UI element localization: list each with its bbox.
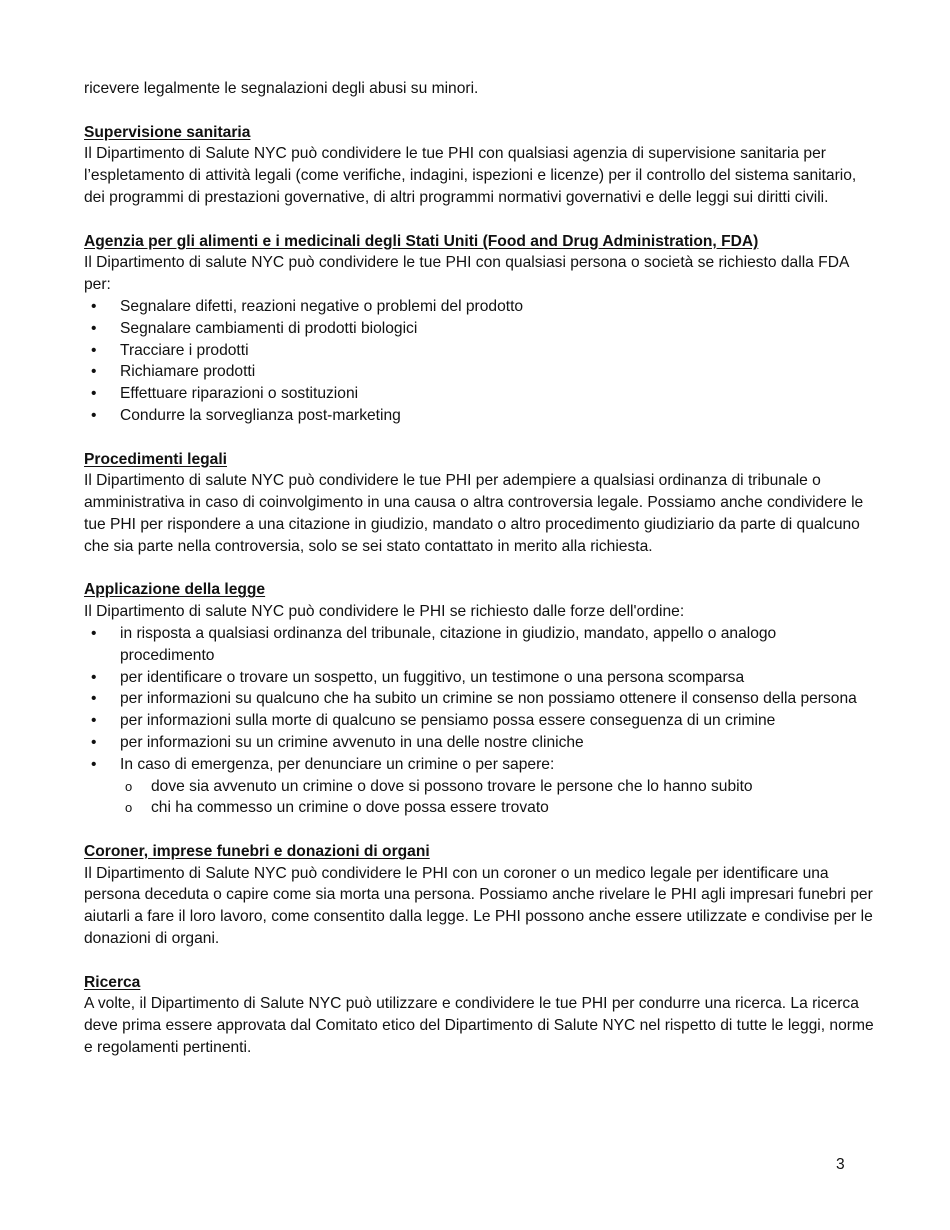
section-heading: Applicazione della legge — [84, 581, 266, 599]
section-heading: Ricerca — [84, 973, 141, 991]
bullet-list — [84, 296, 874, 427]
list-item: • Effettuare riparazioni o sostituzioni — [84, 383, 874, 405]
list-item-text: In caso di emergenza, per denunciare un crimine o per sapere: — [120, 755, 555, 773]
section-body: A volte, il Dipartimento di Salute NYC può utilizzare e condividere le tue PHI per condurre una ricerca. La ricerca deve prima essere approvata dal Comitato etico del Dipartimento di Salute NYC nel rispetto di tutte le leggi, norme e regolamenti pertinenti. — [84, 995, 874, 1057]
document-page — [84, 78, 874, 1059]
list-item: • per informazioni su qualcuno che ha subito un crimine se non possiamo ottenere il consenso della persona — [84, 688, 874, 710]
list-item: • Segnalare difetti, reazioni negative o problemi del prodotto — [84, 296, 874, 318]
section-heading: Coroner, imprese funebri e donazioni di organi — [84, 842, 430, 860]
section-coroners — [84, 841, 874, 950]
list-item: • per informazioni sulla morte di qualcuno se pensiamo possa essere conseguenza di un crimine — [84, 710, 874, 732]
list-item: • Richiamare prodotti — [84, 361, 874, 383]
list-item: • in risposta a qualsiasi ordinanza del tribunale, citazione in giudizio, mandato, appello o analogo procedimento — [84, 623, 874, 667]
section-heading: Agenzia per gli alimenti e i medicinali degli Stati Uniti (Food and Drug Administration, FDA) — [84, 232, 759, 250]
section-legal-proceedings — [84, 449, 874, 558]
list-item: • Condurre la sorveglianza post-marketing — [84, 405, 874, 427]
section-heading: Supervisione sanitaria — [84, 123, 251, 141]
section-body: Il Dipartimento di salute NYC può condividere le tue PHI con qualsiasi persona o società se richiesto dalla FDA per: — [84, 254, 849, 294]
list-item: • per informazioni su un crimine avvenuto in una delle nostre cliniche — [84, 732, 874, 754]
bullet-list — [84, 623, 874, 776]
section-body: Il Dipartimento di salute NYC può condividere le PHI se richiesto dalle forze dell'ordine: — [84, 603, 685, 621]
intro-continuation: ricevere legalmente le segnalazioni degli abusi su minori. — [84, 80, 479, 97]
list-item: • per identificare o trovare un sospetto, un fuggitivo, un testimone o una persona scomparsa — [84, 667, 874, 689]
section-heading: Procedimenti legali — [84, 450, 227, 468]
page-number: 3 — [836, 1156, 845, 1173]
section-body: Il Dipartimento di Salute NYC può condividere le PHI con un coroner o un medico legale per identificare una persona deceduta o capire come sia morta una persona. Possiamo anche rivelare le PHI agli impresari funebri per aiutarli a fare il loro lavoro, come consentito dalla legge. Le PHI possono anche essere utilizzate e condivise per le donazioni di organi. — [84, 864, 873, 948]
list-item: • Segnalare cambiamenti di prodotti biologici — [84, 318, 874, 340]
section-research — [84, 972, 874, 1059]
section-body: Il Dipartimento di Salute NYC può condividere le tue PHI con qualsiasi agenzia di supervisione sanitaria per l’espletamento di attività legali (come verifiche, indagini, ispezioni e licenze) per il controllo del sistema sanitario, dei programmi di prestazioni governative, di altri programmi normativi governativi e delle leggi sui diritti civili. — [84, 145, 857, 206]
section-supervision — [84, 122, 874, 209]
sub-bullet-list — [84, 776, 874, 820]
sub-list-item: o chi ha commesso un crimine o dove possa essere trovato — [84, 797, 874, 819]
section-law-enforcement — [84, 579, 874, 819]
sub-list-item: o dove sia avvenuto un crimine o dove si possono trovare le persone che lo hanno subito — [84, 776, 874, 798]
list-item: • Tracciare i prodotti — [84, 340, 874, 362]
section-fda — [84, 231, 874, 427]
list-item — [84, 754, 874, 776]
section-body: Il Dipartimento di salute NYC può condividere le tue PHI per adempiere a qualsiasi ordinanza di tribunale o amministrativa in caso di coinvolgimento in una causa o altra controversia legale. Possiamo anche condividere le tue PHI per rispondere a una citazione in giudizio, mandato o altro procedimento giudiziario da parte di qualcuno che sia parte nella controversia, solo se sei stato contattato in merito alla richiesta. — [84, 472, 864, 555]
